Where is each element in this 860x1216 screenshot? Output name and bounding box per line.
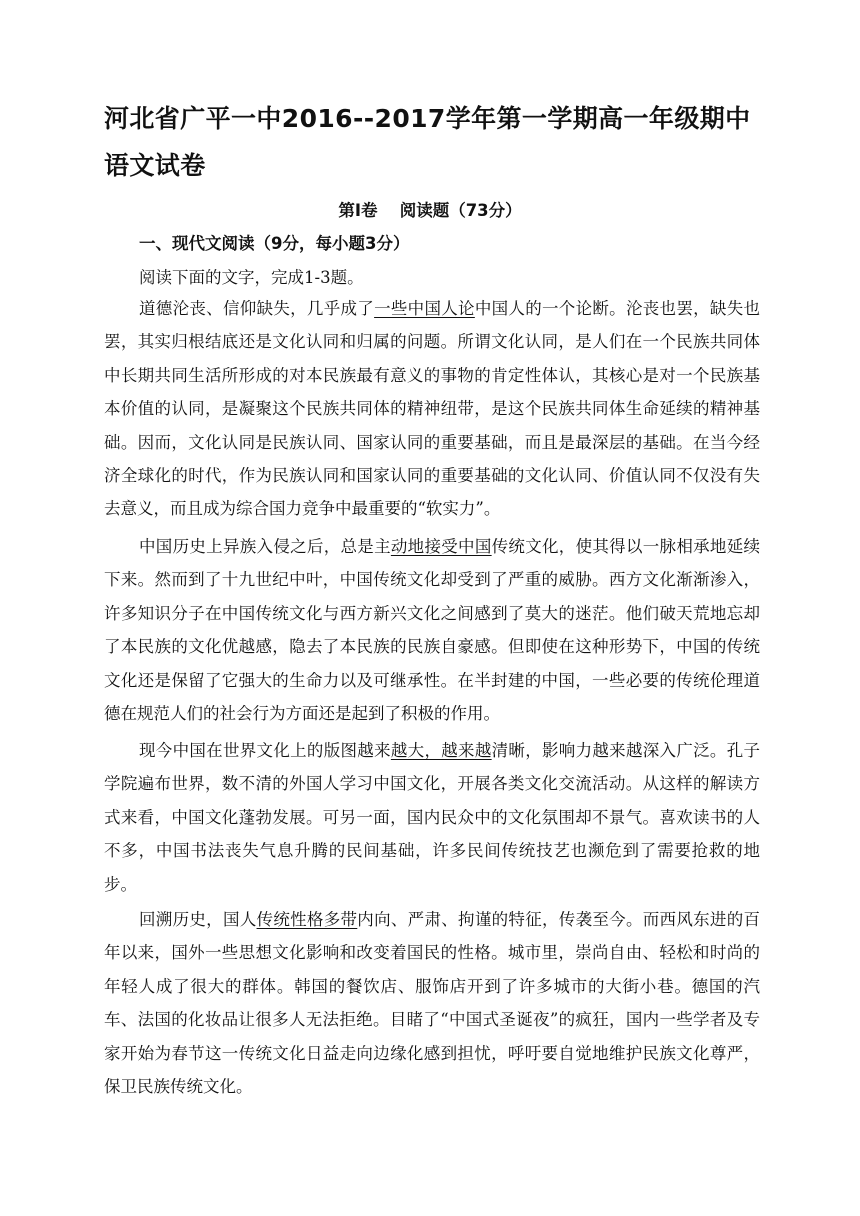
paragraph-text: 道德沦丧、信仰缺失，几乎成了 [139,299,375,318]
paragraph-text: 内向、严肃、拘谨的特征，传袭至今。而西风东进的百年以来，国外一些思想文化影响和改变着国民的性格。城市里，崇尚自由、轻松和时尚的年轻人成了很大的群体。韩国的餐饮店、服饰店开到了许多城市的大街小巷。德国的汽车、法国的化妆品让很多人无法拒绝。目睹了“中国式圣诞夜”的疯狂，国内一些学者及专家开始为春节这一传统文化日益走向边缘化感到担忧，呼吁要自觉地维护民族文化尊严，保卫民族传统文化。 [104,910,761,1097]
paragraph-text: 中国历史上异族入侵之后，总是主 [139,537,391,556]
paragraph-text: 传统文化，使其得以一脉相承地延续下来。然而到了十九世纪中叶，中国传统文化却受到了严重的威胁。西方文化渐渐渗入，许多知识分子在中国传统文化与西方新兴文化之间感到了莫大的迷茫。他们破天荒地忘却了本民族的文化优越感，隐去了本民族的民族自豪感。但即使在这种形势下，中国的传统文化还是保留了它强大的生命力以及可继承性。在半封建的中国，一些必要的传统伦理道德在规范人们的社会行为方面还是起到了积极的作用。 [104,537,761,724]
paragraph-text: 清晰，影响力越来越深入广泛。孔子学院遍布世界，数不清的外国人学习中国文化，开展各类文化交流活动。从这样的解读方式来看，中国文化蓬勃发展。可另一面，国内民众中的文化氛围却不景气。喜欢读书的人不多，中国书法丧失气息升腾的民间基础，许多民间传统技艺也濒危到了需要抢救的地步。 [104,741,761,894]
passage-paragraph-2 [104,530,760,730]
part-heading: 一、现代文阅读（9分，每小题3分） [139,234,410,253]
section-heading: 第Ⅰ卷 阅读题（73分） [338,201,522,220]
passage-paragraph-3 [104,734,760,901]
paragraph-text: 中国人的一个论断。沦丧也罢，缺失也罢，其实归根结底还是文化认同和归属的问题。所谓文化认同，是人们在一个民族共同体中长期共同生活所形成的对本民族最有意义的事物的肯定性体认，其核心是对一个民族基本价值的认同，是凝聚这个民族共同体的精神纽带，是这个民族共同体生命延续的精神基础。因而，文化认同是民族认同、国家认同的重要基础，而且是最深层的基础。在当今经济全球化的时代，作为民族认同和国家认同的重要基础的文化认同、价值认同不仅没有失去意义，而且成为综合国力竞争中最重要的“软实力”。 [104,299,761,519]
exam-title: 河北省广平一中2016--2017学年第一学期高一年级期中语文试卷 [104,104,751,180]
passage-paragraph-4 [104,903,760,1103]
reading-instruction: 阅读下面的文字，完成1-3题。 [139,268,364,287]
underlined-phrase: 一些中国人论 [374,299,475,318]
underlined-phrase: 越大，越来越 [390,741,492,760]
paragraph-text: 回溯历史，国人 [139,910,257,929]
underlined-phrase: 传统性格多带 [256,910,358,929]
underlined-phrase: 动地接受中国 [390,537,492,556]
paragraph-text: 现今中国在世界文化上的版图越来 [139,741,391,760]
passage-paragraph-1 [104,292,760,526]
